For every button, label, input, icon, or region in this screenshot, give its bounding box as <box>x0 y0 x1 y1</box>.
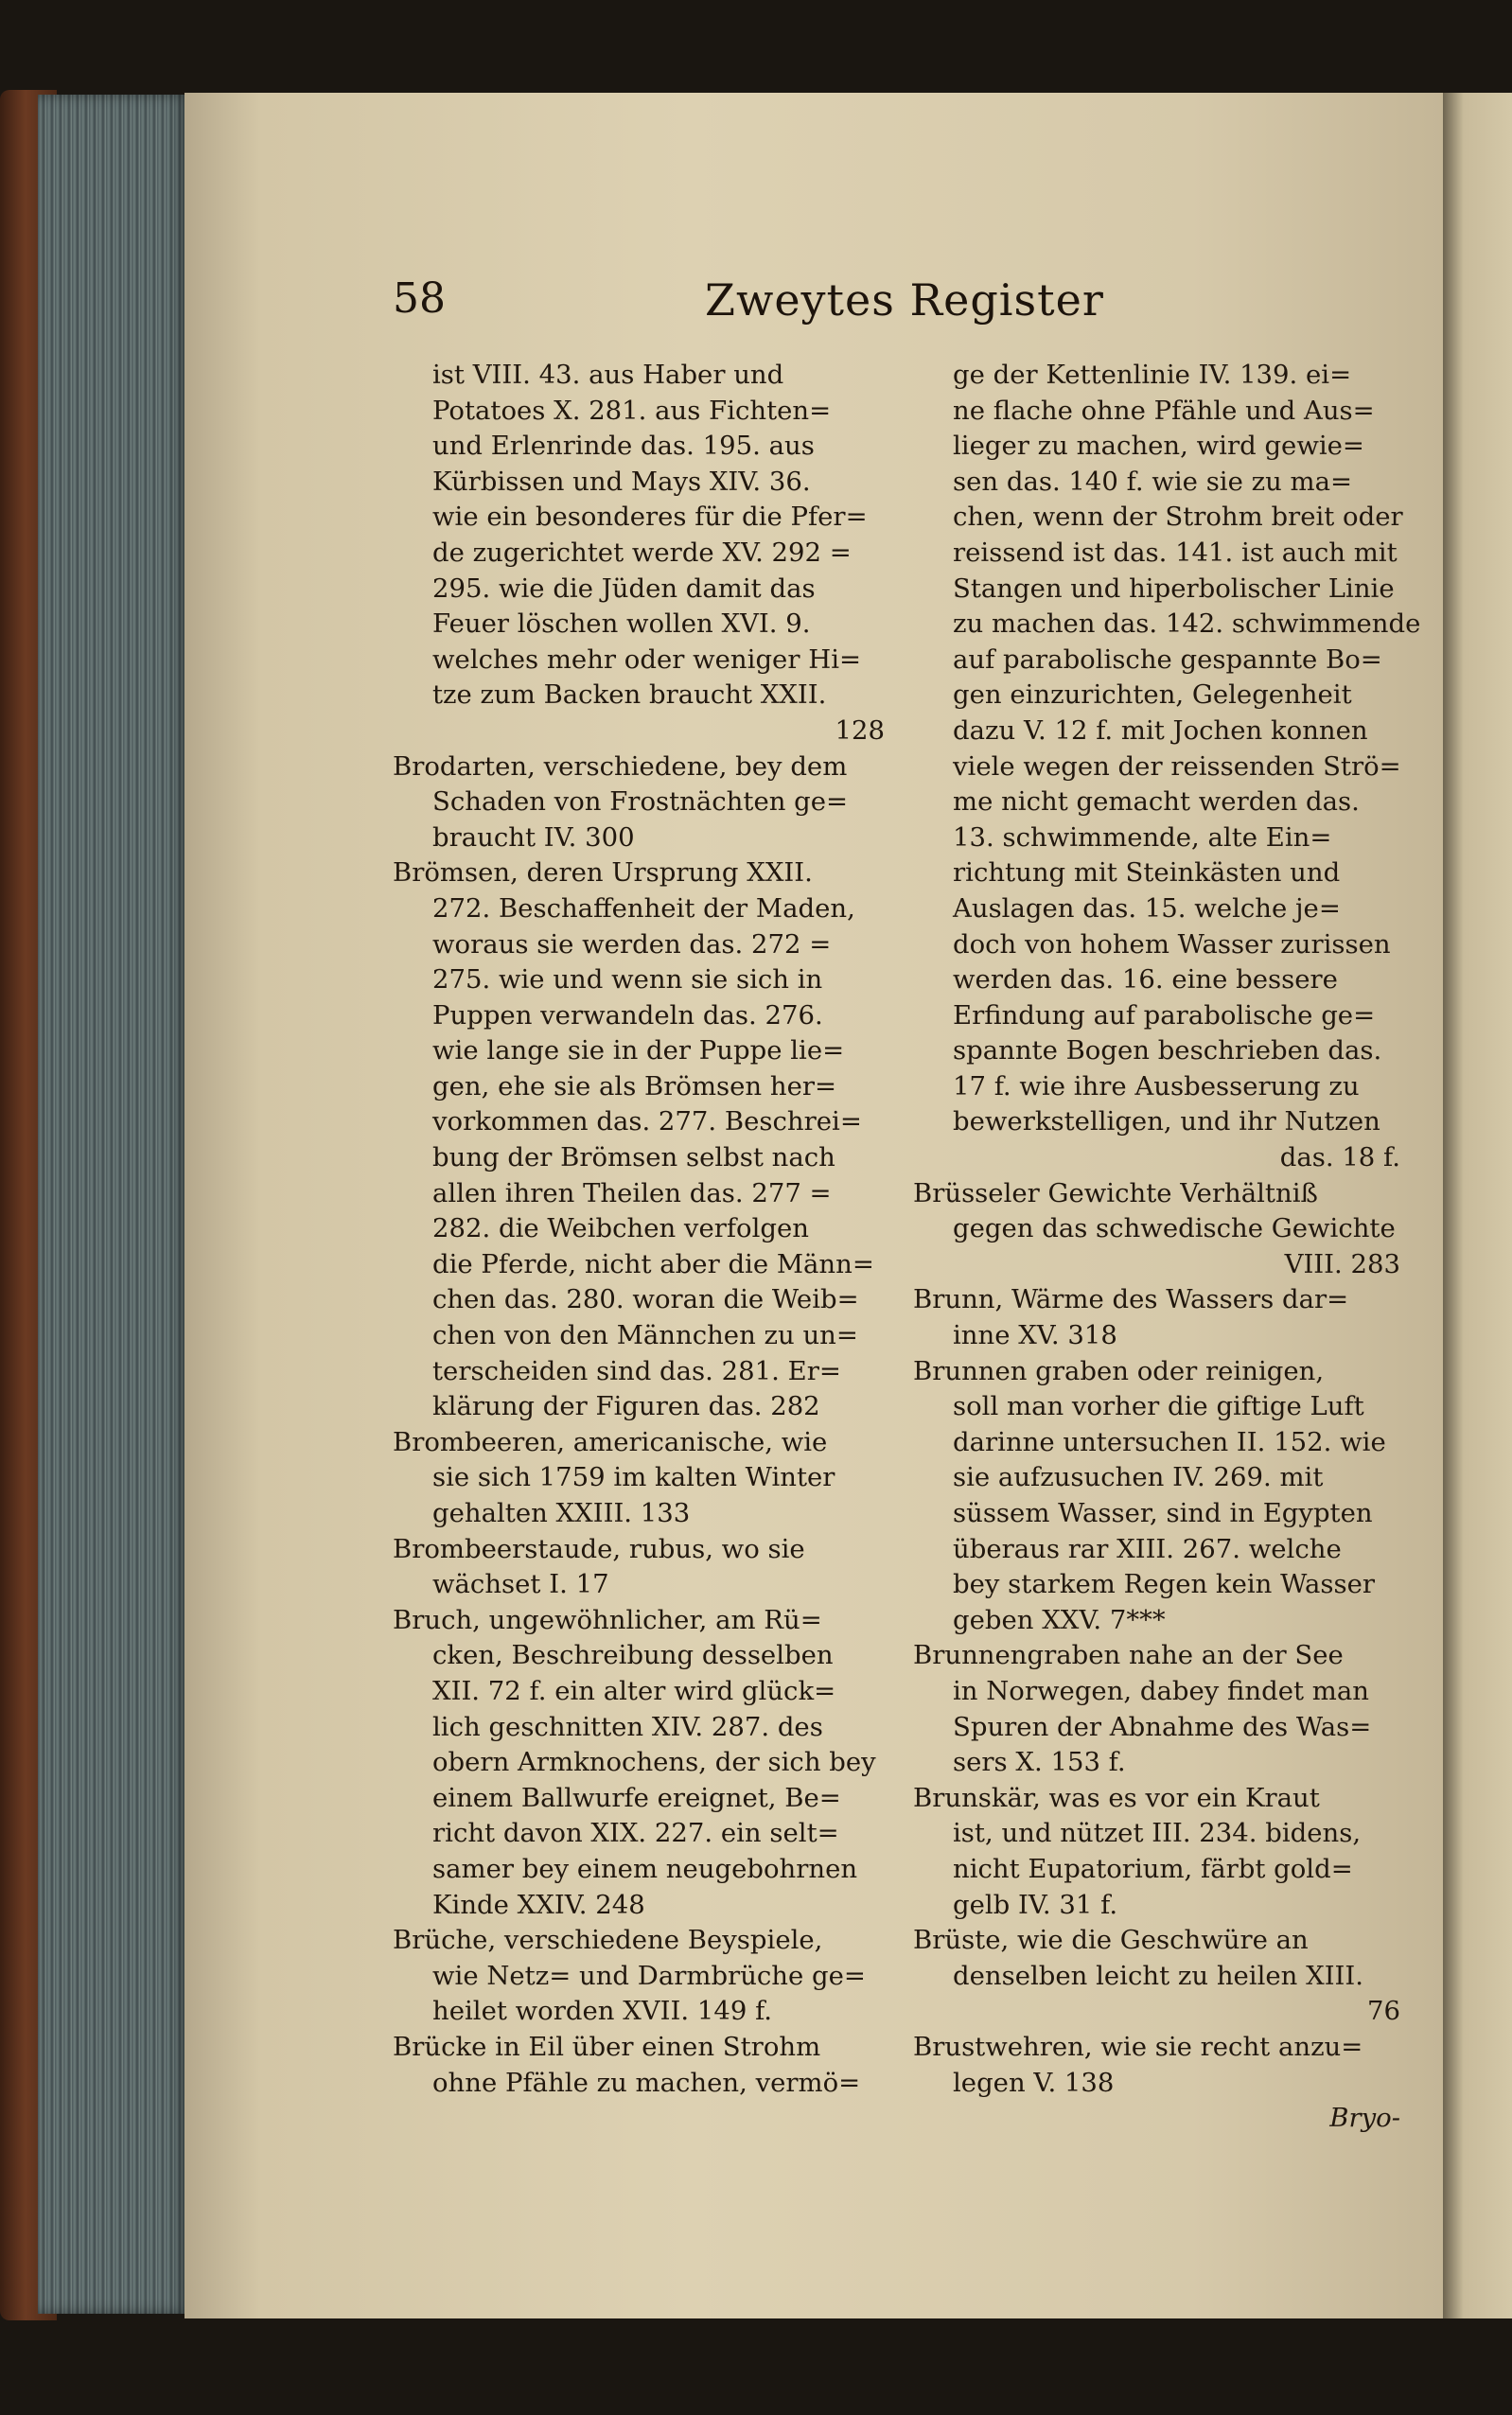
index-column-right <box>913 358 1421 2137</box>
index-line: werden das. 16. eine bessere <box>953 964 1338 996</box>
index-line: braucht IV. 300 <box>432 821 635 853</box>
index-line: richt davon XIX. 227. ein selt= <box>432 1818 839 1849</box>
index-line: Brüsseler Gewichte Verhältniß <box>913 1177 1318 1208</box>
index-line: Brunskär, was es vor ein Kraut <box>913 1782 1320 1813</box>
index-line: samer bey einem neugebohrnen <box>432 1853 858 1884</box>
index-line: woraus sie werden das. 272 = <box>432 928 832 960</box>
index-line: heilet worden XVII. 149 f. <box>432 1996 773 2027</box>
index-line: Stangen und hiperbolischer Linie <box>953 573 1395 604</box>
index-line: chen, wenn der Strohm breit oder <box>953 502 1403 533</box>
index-line: Brüche, verschiedene Beyspiele, <box>393 1925 823 1956</box>
index-line: obern Armknochens, der sich bey <box>432 1747 876 1778</box>
index-column-left <box>393 358 885 2101</box>
index-line: de zugerichtet werde XV. 292 = <box>432 537 852 568</box>
index-line: das. 18 f. <box>1279 1142 1400 1173</box>
index-line: Feuer löschen wollen XVI. 9. <box>432 608 811 640</box>
index-line: ist, und nützet III. 234. bidens, <box>953 1818 1362 1849</box>
index-line: gehalten XXIII. 133 <box>432 1498 691 1528</box>
index-line: Brunnengraben nahe an der See <box>913 1640 1344 1671</box>
index-line: vorkommen das. 277. Beschrei= <box>432 1106 862 1137</box>
index-line: inne XV. 318 <box>953 1320 1117 1351</box>
index-line: bung der Brömsen selbst nach <box>432 1142 835 1173</box>
index-line: Brodarten, verschiedene, bey dem <box>393 750 848 782</box>
index-line: klärung der Figuren das. 282 <box>432 1391 820 1422</box>
index-line: wächset I. 17 <box>432 1569 609 1600</box>
index-line: Auslagen das. 15. welche je= <box>953 892 1341 924</box>
index-line: sers X. 153 f. <box>953 1747 1126 1778</box>
page-stack-edges <box>38 95 189 2314</box>
index-line: Brüste, wie die Geschwüre an <box>913 1925 1309 1956</box>
index-line: 128 <box>835 714 885 746</box>
index-line: wie lange sie in der Puppe lie= <box>432 1035 845 1066</box>
index-line: Brombeeren, americanische, wie <box>393 1426 828 1457</box>
index-line: Brombeerstaude, rubus, wo sie <box>393 1533 805 1564</box>
index-line: me nicht gemacht werden das. <box>953 786 1360 818</box>
index-line: Puppen verwandeln das. 276. <box>432 999 823 1031</box>
running-title: Zweytes Register <box>705 274 1104 326</box>
index-line: sie sich 1759 im kalten Winter <box>432 1462 835 1493</box>
index-line: cken, Beschreibung desselben <box>432 1640 834 1671</box>
index-line: Brunnen graben oder reinigen, <box>913 1355 1325 1386</box>
index-line: geben XXV. 7*** <box>953 1604 1166 1635</box>
index-line: lieger zu machen, wird gewie= <box>953 431 1364 462</box>
index-line: 76 <box>1367 1996 1400 2027</box>
index-line: soll man vorher die giftige Luft <box>953 1391 1364 1422</box>
index-line: darinne untersuchen II. 152. wie <box>953 1426 1386 1457</box>
index-line: einem Ballwurfe ereignet, Be= <box>432 1782 841 1813</box>
index-line: 282. die Weibchen verfolgen <box>432 1213 809 1244</box>
index-line: gen, ehe sie als Brömsen her= <box>432 1070 837 1102</box>
index-line: richtung mit Steinkästen und <box>953 857 1341 889</box>
index-line: sie aufzusuchen IV. 269. mit <box>953 1462 1324 1493</box>
index-line: XII. 72 f. ein alter wird glück= <box>432 1675 836 1706</box>
index-line: gen einzurichten, Gelegenheit <box>953 679 1352 711</box>
index-line: zu machen das. 142. schwimmende <box>953 608 1421 640</box>
index-line: Brücke in Eil über einen Strohm <box>393 2031 821 2062</box>
page-header <box>393 274 1367 350</box>
index-line: Spuren der Abnahme des Was= <box>953 1711 1372 1742</box>
index-line: Brömsen, deren Ursprung XXII. <box>393 857 813 889</box>
index-line: die Pferde, nicht aber die Männ= <box>432 1248 874 1279</box>
index-line: Brustwehren, wie sie recht anzu= <box>913 2031 1363 2062</box>
index-line: 17 f. wie ihre Ausbesserung zu <box>953 1070 1360 1102</box>
index-line: chen das. 280. woran die Weib= <box>432 1284 859 1315</box>
index-line: 13. schwimmende, alte Ein= <box>953 821 1332 853</box>
index-line: spannte Bogen beschrieben das. <box>953 1035 1382 1066</box>
index-line: 275. wie und wenn sie sich in <box>432 964 823 996</box>
index-line: überaus rar XIII. 267. welche <box>953 1533 1342 1564</box>
index-line: Schaden von Frostnächten ge= <box>432 786 849 818</box>
index-line: ist VIII. 43. aus Haber und <box>432 360 784 390</box>
index-line: gegen das schwedische Gewichte <box>953 1213 1396 1244</box>
index-line: Erfindung auf parabolische ge= <box>953 999 1376 1031</box>
index-line: wie ein besonderes für die Pfer= <box>432 502 868 533</box>
index-line: und Erlenrinde das. 195. aus <box>432 431 815 462</box>
index-line: in Norwegen, dabey findet man <box>953 1675 1369 1706</box>
index-line: dazu V. 12 f. mit Jochen konnen <box>953 714 1368 746</box>
index-line: welches mehr oder weniger Hi= <box>432 643 862 675</box>
index-line: allen ihren Theilen das. 277 = <box>432 1177 832 1208</box>
index-line: gelb IV. 31 f. <box>953 1889 1118 1920</box>
facing-page-edge <box>1443 93 1512 2318</box>
index-line: auf parabolische gespannte Bo= <box>953 643 1382 675</box>
index-line: viele wegen der reissenden Strö= <box>953 750 1401 782</box>
index-line: bewerkstelligen, und ihr Nutzen <box>953 1106 1380 1137</box>
index-line: ge der Kettenlinie IV. 139. ei= <box>953 360 1352 390</box>
index-line: bey starkem Regen kein Wasser <box>953 1569 1376 1600</box>
index-line: sen das. 140 f. wie sie zu ma= <box>953 466 1353 497</box>
index-line: legen V. 138 <box>953 2067 1115 2098</box>
index-line: doch von hohem Wasser zurissen <box>953 928 1391 960</box>
index-line: Potatoes X. 281. aus Fichten= <box>432 395 832 426</box>
index-line: nicht Eupatorium, färbt gold= <box>953 1853 1353 1884</box>
catchword: Bryo- <box>1329 2103 1400 2134</box>
index-line: lich geschnitten XIV. 287. des <box>432 1711 823 1742</box>
index-line: süssem Wasser, sind in Egypten <box>953 1498 1373 1528</box>
index-line: ne flache ohne Pfähle und Aus= <box>953 395 1375 426</box>
index-line: VIII. 283 <box>1284 1248 1400 1279</box>
index-line: denselben leicht zu heilen XIII. <box>953 1960 1364 1991</box>
index-line: 272. Beschaffenheit der Maden, <box>432 892 855 924</box>
index-line: reissend ist das. 141. ist auch mit <box>953 537 1398 568</box>
index-line: Kürbissen und Mays XIV. 36. <box>432 466 811 497</box>
index-line: terscheiden sind das. 281. Er= <box>432 1355 841 1386</box>
index-line: tze zum Backen braucht XXII. <box>432 679 827 711</box>
index-line: ohne Pfähle zu machen, vermö= <box>432 2067 861 2098</box>
index-line: 295. wie die Jüden damit das <box>432 573 816 604</box>
index-line: Kinde XXIV. 248 <box>432 1889 645 1920</box>
index-line: Bruch, ungewöhnlicher, am Rü= <box>393 1604 822 1635</box>
index-line: chen von den Männchen zu un= <box>432 1320 858 1351</box>
index-line: wie Netz= und Darmbrüche ge= <box>432 1960 866 1991</box>
index-line: Brunn, Wärme des Wassers dar= <box>913 1284 1349 1315</box>
page-number: 58 <box>393 274 446 323</box>
